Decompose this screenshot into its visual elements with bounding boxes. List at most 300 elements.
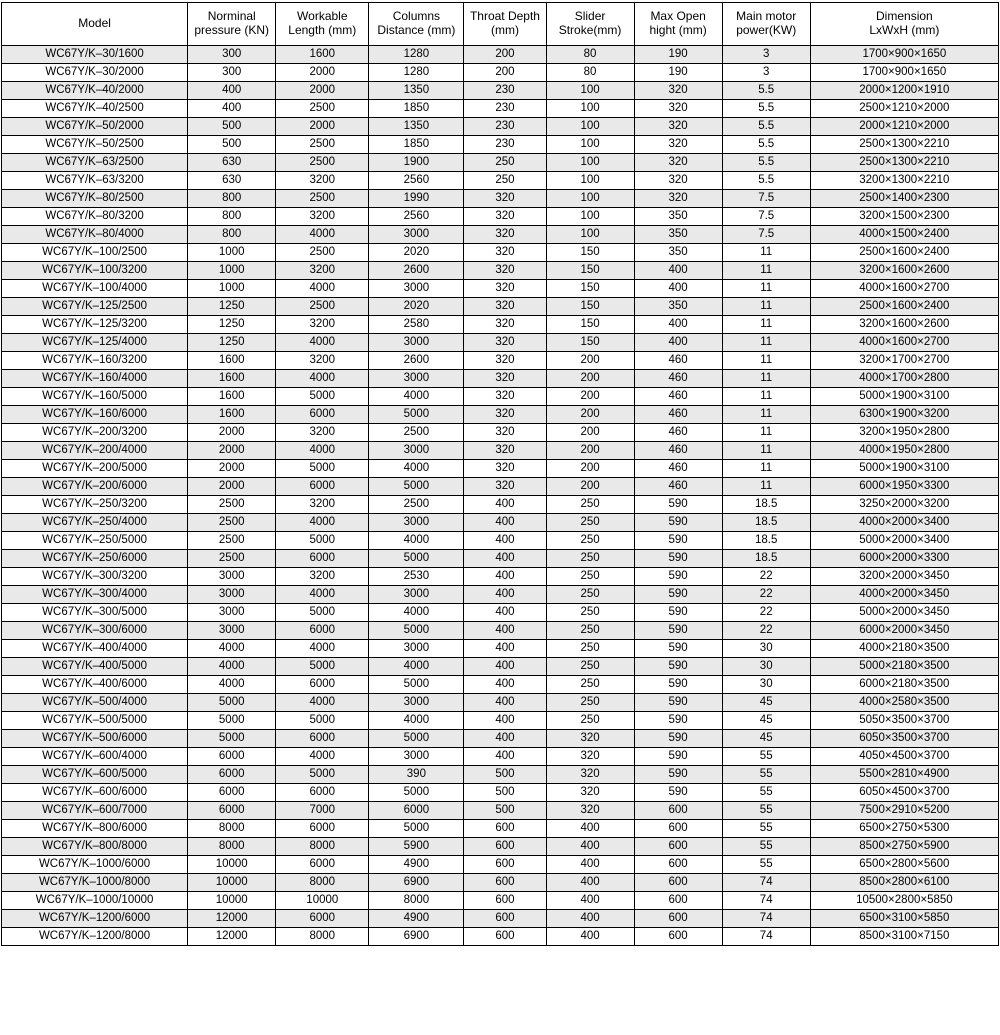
data-cell: 55 <box>722 784 810 802</box>
data-cell: 4000×2000×3400 <box>810 514 998 532</box>
model-cell: WC67Y/K–300/4000 <box>2 586 188 604</box>
data-cell: 100 <box>546 226 634 244</box>
model-cell: WC67Y/K–500/5000 <box>2 712 188 730</box>
model-cell: WC67Y/K–40/2000 <box>2 82 188 100</box>
table-row <box>2 676 999 694</box>
data-cell: 2560 <box>369 208 464 226</box>
model-cell: WC67Y/K–40/2500 <box>2 100 188 118</box>
model-cell: WC67Y/K–500/4000 <box>2 694 188 712</box>
data-cell: 4000 <box>369 460 464 478</box>
data-cell: 460 <box>634 442 722 460</box>
data-cell: 2500 <box>276 298 369 316</box>
data-cell: 1600 <box>188 370 276 388</box>
column-header-line: Dimension <box>876 9 933 24</box>
data-cell: 600 <box>464 910 546 928</box>
model-cell: WC67Y/K–300/3200 <box>2 568 188 586</box>
data-cell: 1700×900×1650 <box>810 64 998 82</box>
table-row <box>2 172 999 190</box>
data-cell: 800 <box>188 208 276 226</box>
data-cell: 11 <box>722 298 810 316</box>
data-cell: 7.5 <box>722 208 810 226</box>
data-cell: 400 <box>464 496 546 514</box>
model-cell: WC67Y/K–50/2500 <box>2 136 188 154</box>
data-cell: 5.5 <box>722 82 810 100</box>
data-cell: 320 <box>634 118 722 136</box>
data-cell: 6500×2800×5600 <box>810 856 998 874</box>
data-cell: 5000 <box>276 532 369 550</box>
data-cell: 250 <box>546 658 634 676</box>
table-row <box>2 226 999 244</box>
data-cell: 8000 <box>188 820 276 838</box>
data-cell: 4000 <box>369 604 464 622</box>
data-cell: 80 <box>546 64 634 82</box>
data-cell: 74 <box>722 892 810 910</box>
data-cell: 10000 <box>188 892 276 910</box>
data-cell: 1850 <box>369 136 464 154</box>
model-cell: WC67Y/K–800/8000 <box>2 838 188 856</box>
data-cell: 6000 <box>276 856 369 874</box>
data-cell: 150 <box>546 316 634 334</box>
data-cell: 600 <box>464 874 546 892</box>
data-cell: 320 <box>464 280 546 298</box>
data-cell: 2500×1300×2210 <box>810 154 998 172</box>
data-cell: 400 <box>188 100 276 118</box>
data-cell: 250 <box>546 676 634 694</box>
data-cell: 2020 <box>369 298 464 316</box>
data-cell: 460 <box>634 370 722 388</box>
data-cell: 4000 <box>276 748 369 766</box>
data-cell: 400 <box>464 676 546 694</box>
table-row <box>2 550 999 568</box>
model-cell: WC67Y/K–125/4000 <box>2 334 188 352</box>
data-cell: 3200 <box>276 568 369 586</box>
data-cell: 150 <box>546 334 634 352</box>
data-cell: 3000 <box>369 370 464 388</box>
data-cell: 400 <box>464 586 546 604</box>
model-cell: WC67Y/K–250/4000 <box>2 514 188 532</box>
data-cell: 100 <box>546 100 634 118</box>
data-cell: 5000 <box>369 784 464 802</box>
data-cell: 1250 <box>188 298 276 316</box>
table-row <box>2 586 999 604</box>
data-cell: 600 <box>464 856 546 874</box>
data-cell: 4000 <box>369 388 464 406</box>
column-header-7 <box>722 3 810 46</box>
data-cell: 5000 <box>276 766 369 784</box>
data-cell: 590 <box>634 604 722 622</box>
data-cell: 390 <box>369 766 464 784</box>
data-cell: 1000 <box>188 280 276 298</box>
data-cell: 100 <box>546 190 634 208</box>
data-cell: 5000 <box>188 694 276 712</box>
data-cell: 2580 <box>369 316 464 334</box>
data-cell: 4900 <box>369 910 464 928</box>
data-cell: 200 <box>546 406 634 424</box>
model-cell: WC67Y/K–160/3200 <box>2 352 188 370</box>
table-row <box>2 766 999 784</box>
data-cell: 2500 <box>276 154 369 172</box>
data-cell: 5900 <box>369 838 464 856</box>
data-cell: 230 <box>464 136 546 154</box>
table-row <box>2 892 999 910</box>
data-cell: 590 <box>634 676 722 694</box>
data-cell: 3000 <box>369 442 464 460</box>
data-cell: 400 <box>546 910 634 928</box>
data-cell: 2500 <box>188 532 276 550</box>
model-cell: WC67Y/K–30/2000 <box>2 64 188 82</box>
column-header-line: pressure (KN) <box>194 23 270 37</box>
table-row <box>2 874 999 892</box>
data-cell: 11 <box>722 442 810 460</box>
model-cell: WC67Y/K–63/2500 <box>2 154 188 172</box>
data-cell: 100 <box>546 154 634 172</box>
data-cell: 5.5 <box>722 136 810 154</box>
table-row <box>2 784 999 802</box>
data-cell: 5000 <box>369 820 464 838</box>
data-cell: 500 <box>188 118 276 136</box>
data-cell: 6000 <box>276 784 369 802</box>
table-row <box>2 694 999 712</box>
table-row <box>2 388 999 406</box>
model-cell: WC67Y/K–1200/8000 <box>2 928 188 946</box>
table-row <box>2 100 999 118</box>
data-cell: 5000 <box>188 712 276 730</box>
data-cell: 460 <box>634 460 722 478</box>
data-cell: 11 <box>722 424 810 442</box>
data-cell: 3000 <box>369 334 464 352</box>
data-cell: 320 <box>546 766 634 784</box>
data-cell: 3000 <box>188 568 276 586</box>
data-cell: 22 <box>722 586 810 604</box>
data-cell: 320 <box>464 190 546 208</box>
data-cell: 4050×4500×3700 <box>810 748 998 766</box>
table-row <box>2 406 999 424</box>
data-cell: 1000 <box>188 244 276 262</box>
data-cell: 630 <box>188 172 276 190</box>
data-cell: 5.5 <box>722 172 810 190</box>
column-header-5 <box>546 3 634 46</box>
data-cell: 320 <box>634 100 722 118</box>
data-cell: 590 <box>634 766 722 784</box>
data-cell: 3000 <box>369 226 464 244</box>
model-cell: WC67Y/K–30/1600 <box>2 46 188 64</box>
data-cell: 55 <box>722 766 810 784</box>
table-row <box>2 820 999 838</box>
data-cell: 2000 <box>276 118 369 136</box>
column-header-1 <box>188 3 276 46</box>
data-cell: 250 <box>546 694 634 712</box>
data-cell: 1250 <box>188 316 276 334</box>
data-cell: 1600 <box>276 46 369 64</box>
table-row <box>2 532 999 550</box>
data-cell: 5000 <box>369 406 464 424</box>
data-cell: 6000×2000×3450 <box>810 622 998 640</box>
table-row <box>2 496 999 514</box>
data-cell: 590 <box>634 532 722 550</box>
table-row <box>2 280 999 298</box>
data-cell: 200 <box>546 370 634 388</box>
model-cell: WC67Y/K–600/5000 <box>2 766 188 784</box>
data-cell: 5000×2000×3400 <box>810 532 998 550</box>
data-cell: 18.5 <box>722 532 810 550</box>
data-cell: 4000 <box>276 640 369 658</box>
data-cell: 400 <box>464 622 546 640</box>
data-cell: 11 <box>722 244 810 262</box>
model-cell: WC67Y/K–80/3200 <box>2 208 188 226</box>
data-cell: 3000 <box>369 694 464 712</box>
data-cell: 200 <box>546 424 634 442</box>
column-header-line: Length (mm) <box>288 23 357 37</box>
column-header-line: LxWxH (mm) <box>869 23 940 37</box>
data-cell: 400 <box>464 658 546 676</box>
model-cell: WC67Y/K–50/2000 <box>2 118 188 136</box>
data-cell: 190 <box>634 64 722 82</box>
data-cell: 400 <box>546 892 634 910</box>
data-cell: 500 <box>464 766 546 784</box>
data-cell: 460 <box>634 478 722 496</box>
data-cell: 4000 <box>276 370 369 388</box>
data-cell: 800 <box>188 226 276 244</box>
data-cell: 18.5 <box>722 514 810 532</box>
table-row <box>2 334 999 352</box>
data-cell: 3000 <box>369 514 464 532</box>
data-cell: 600 <box>634 838 722 856</box>
data-cell: 3000 <box>369 280 464 298</box>
data-cell: 600 <box>634 892 722 910</box>
data-cell: 190 <box>634 46 722 64</box>
data-cell: 4000 <box>276 586 369 604</box>
data-cell: 200 <box>546 478 634 496</box>
column-header-8 <box>810 3 998 46</box>
data-cell: 6300×1900×3200 <box>810 406 998 424</box>
data-cell: 320 <box>464 442 546 460</box>
data-cell: 3200×1700×2700 <box>810 352 998 370</box>
data-cell: 320 <box>464 406 546 424</box>
data-cell: 320 <box>464 478 546 496</box>
data-cell: 8500×2800×6100 <box>810 874 998 892</box>
column-header-line: Max Open <box>650 9 706 24</box>
column-header-line: Distance (mm) <box>377 23 456 37</box>
data-cell: 320 <box>464 316 546 334</box>
data-cell: 4000 <box>276 334 369 352</box>
model-cell: WC67Y/K–200/4000 <box>2 442 188 460</box>
data-cell: 3250×2000×3200 <box>810 496 998 514</box>
data-cell: 500 <box>188 136 276 154</box>
model-cell: WC67Y/K–100/4000 <box>2 280 188 298</box>
model-cell: WC67Y/K–1000/10000 <box>2 892 188 910</box>
data-cell: 150 <box>546 244 634 262</box>
data-cell: 320 <box>464 424 546 442</box>
data-cell: 6000×2180×3500 <box>810 676 998 694</box>
model-cell: WC67Y/K–160/5000 <box>2 388 188 406</box>
data-cell: 55 <box>722 748 810 766</box>
data-cell: 100 <box>546 82 634 100</box>
data-cell: 400 <box>464 532 546 550</box>
data-cell: 350 <box>634 244 722 262</box>
data-cell: 2020 <box>369 244 464 262</box>
data-cell: 400 <box>464 730 546 748</box>
data-cell: 590 <box>634 640 722 658</box>
data-cell: 4000×2180×3500 <box>810 640 998 658</box>
model-cell: WC67Y/K–1200/6000 <box>2 910 188 928</box>
data-cell: 11 <box>722 334 810 352</box>
column-header-line: (mm) <box>490 23 519 37</box>
header-row <box>2 3 999 46</box>
data-cell: 320 <box>464 370 546 388</box>
data-cell: 11 <box>722 316 810 334</box>
data-cell: 590 <box>634 568 722 586</box>
data-cell: 10000 <box>276 892 369 910</box>
data-cell: 5000×1900×3100 <box>810 460 998 478</box>
data-cell: 230 <box>464 82 546 100</box>
data-cell: 18.5 <box>722 496 810 514</box>
data-cell: 5000 <box>369 622 464 640</box>
table-header <box>2 3 999 46</box>
data-cell: 600 <box>464 838 546 856</box>
data-cell: 7.5 <box>722 226 810 244</box>
data-cell: 6900 <box>369 874 464 892</box>
data-cell: 320 <box>464 244 546 262</box>
table-row <box>2 208 999 226</box>
data-cell: 8000 <box>276 838 369 856</box>
data-cell: 6900 <box>369 928 464 946</box>
data-cell: 5000 <box>276 712 369 730</box>
model-cell: WC67Y/K–160/4000 <box>2 370 188 388</box>
model-cell: WC67Y/K–300/6000 <box>2 622 188 640</box>
data-cell: 5000×2180×3500 <box>810 658 998 676</box>
data-cell: 150 <box>546 280 634 298</box>
table-row <box>2 190 999 208</box>
data-cell: 30 <box>722 676 810 694</box>
data-cell: 4000×1600×2700 <box>810 280 998 298</box>
data-cell: 4000×1950×2800 <box>810 442 998 460</box>
data-cell: 11 <box>722 280 810 298</box>
data-cell: 30 <box>722 658 810 676</box>
data-cell: 30 <box>722 640 810 658</box>
data-cell: 4000 <box>188 658 276 676</box>
table-row <box>2 856 999 874</box>
model-cell: WC67Y/K–600/4000 <box>2 748 188 766</box>
data-cell: 400 <box>464 604 546 622</box>
data-cell: 2500×1600×2400 <box>810 244 998 262</box>
data-cell: 3200 <box>276 352 369 370</box>
table-row <box>2 712 999 730</box>
data-cell: 630 <box>188 154 276 172</box>
data-cell: 400 <box>464 748 546 766</box>
data-cell: 600 <box>464 928 546 946</box>
table-row <box>2 424 999 442</box>
data-cell: 250 <box>464 154 546 172</box>
model-cell: WC67Y/K–400/4000 <box>2 640 188 658</box>
model-cell: WC67Y/K–80/4000 <box>2 226 188 244</box>
data-cell: 4000 <box>276 226 369 244</box>
data-cell: 3200 <box>276 496 369 514</box>
data-cell: 4900 <box>369 856 464 874</box>
data-cell: 400 <box>546 856 634 874</box>
data-cell: 3200 <box>276 262 369 280</box>
model-cell: WC67Y/K–800/6000 <box>2 820 188 838</box>
data-cell: 250 <box>546 550 634 568</box>
data-cell: 600 <box>634 820 722 838</box>
data-cell: 2500×1600×2400 <box>810 298 998 316</box>
data-cell: 6050×3500×3700 <box>810 730 998 748</box>
data-cell: 4000 <box>276 280 369 298</box>
data-cell: 11 <box>722 352 810 370</box>
data-cell: 3000 <box>369 748 464 766</box>
data-cell: 4000×1500×2400 <box>810 226 998 244</box>
data-cell: 2000 <box>276 64 369 82</box>
data-cell: 100 <box>546 172 634 190</box>
data-cell: 1600 <box>188 406 276 424</box>
table-row <box>2 46 999 64</box>
data-cell: 320 <box>464 352 546 370</box>
data-cell: 2500 <box>188 550 276 568</box>
data-cell: 590 <box>634 622 722 640</box>
data-cell: 8500×2750×5900 <box>810 838 998 856</box>
data-cell: 2500×1300×2210 <box>810 136 998 154</box>
table-row <box>2 82 999 100</box>
table-row <box>2 802 999 820</box>
data-cell: 3200×1600×2600 <box>810 316 998 334</box>
data-cell: 400 <box>546 928 634 946</box>
data-cell: 230 <box>464 100 546 118</box>
data-cell: 600 <box>634 802 722 820</box>
data-cell: 6000 <box>188 748 276 766</box>
data-cell: 4000×1700×2800 <box>810 370 998 388</box>
data-cell: 10000 <box>188 874 276 892</box>
data-cell: 460 <box>634 388 722 406</box>
data-cell: 11 <box>722 370 810 388</box>
data-cell: 6000 <box>188 784 276 802</box>
data-cell: 1700×900×1650 <box>810 46 998 64</box>
data-cell: 74 <box>722 928 810 946</box>
model-cell: WC67Y/K–200/5000 <box>2 460 188 478</box>
column-header-line: Slider <box>574 9 606 24</box>
data-cell: 2500 <box>369 424 464 442</box>
model-cell: WC67Y/K–100/3200 <box>2 262 188 280</box>
data-cell: 5000 <box>276 388 369 406</box>
data-cell: 5000 <box>369 730 464 748</box>
data-cell: 3000 <box>188 604 276 622</box>
table-row <box>2 244 999 262</box>
model-cell: WC67Y/K–250/3200 <box>2 496 188 514</box>
data-cell: 22 <box>722 622 810 640</box>
data-cell: 1990 <box>369 190 464 208</box>
data-cell: 600 <box>634 928 722 946</box>
data-cell: 320 <box>546 802 634 820</box>
table-row <box>2 928 999 946</box>
data-cell: 22 <box>722 568 810 586</box>
data-cell: 400 <box>546 838 634 856</box>
data-cell: 8500×3100×7150 <box>810 928 998 946</box>
data-cell: 6000×2000×3300 <box>810 550 998 568</box>
data-cell: 6000 <box>276 406 369 424</box>
data-cell: 5000 <box>369 676 464 694</box>
data-cell: 250 <box>546 514 634 532</box>
data-cell: 4000 <box>276 514 369 532</box>
data-cell: 320 <box>634 82 722 100</box>
data-cell: 230 <box>464 118 546 136</box>
data-cell: 320 <box>546 748 634 766</box>
data-cell: 74 <box>722 910 810 928</box>
data-cell: 5000 <box>276 658 369 676</box>
model-cell: WC67Y/K–250/5000 <box>2 532 188 550</box>
data-cell: 1280 <box>369 46 464 64</box>
model-cell: WC67Y/K–160/6000 <box>2 406 188 424</box>
data-cell: 8000 <box>188 838 276 856</box>
data-cell: 4000 <box>369 658 464 676</box>
column-header-2 <box>276 3 369 46</box>
